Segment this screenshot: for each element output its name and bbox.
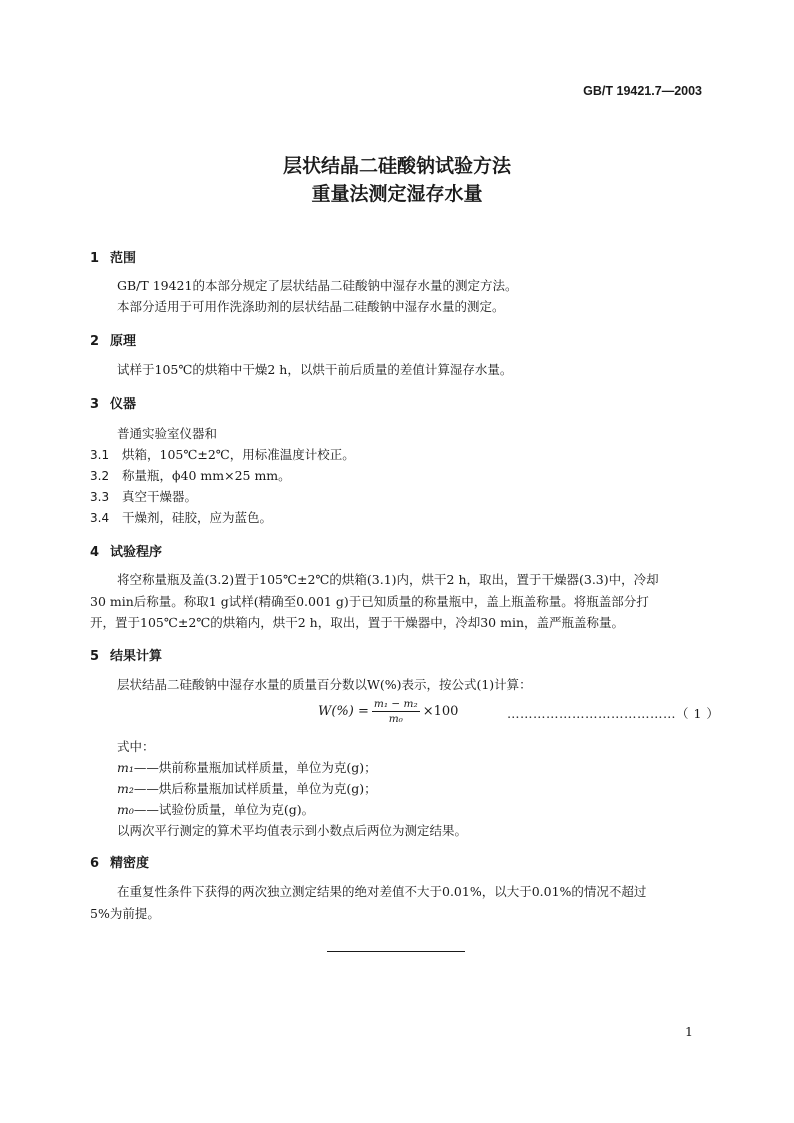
title-line-2: 重量法测定湿存水量 — [311, 183, 483, 205]
where-label: 式中： — [117, 739, 155, 754]
variable-description: ——烘后称量瓶加试样质量，单位为克(g)； — [133, 781, 377, 796]
section-number: 3 — [90, 397, 100, 412]
end-rule — [327, 951, 465, 952]
item-number: 3.4 — [90, 511, 110, 525]
item-number: 3.3 — [90, 490, 110, 504]
formula-lhs: W(%) = — [318, 704, 369, 719]
apparatus-item — [90, 508, 272, 528]
section-3-heading — [90, 393, 136, 412]
formula-fraction — [372, 698, 420, 725]
document-title — [0, 152, 794, 208]
item-text: 真空干燥器。 — [122, 489, 198, 504]
variable-symbol: m₁ — [117, 760, 134, 775]
formula-denominator: m₀ — [388, 713, 403, 725]
section-4-line-3: 开，置于105℃±2℃的烘箱内，烘干2 h，取出，置于干燥器中，冷却30 min，盖严瓶盖称量。 — [90, 615, 625, 630]
section-4-line-2: 30 min后称量。称取1 g试样(精确至0.001 g)于已知质量的称量瓶中，盖上瓶盖称量。将瓶盖部分打 — [90, 594, 649, 609]
section-6-line-1: 在重复性条件下获得的两次独立测定结果的绝对差值不大于0.01%，以大于0.01%的情况不超过 — [117, 884, 647, 899]
formula-tail: ×100 — [422, 704, 459, 719]
section-1-paragraph-1: GB/T 19421的本部分规定了层状结晶二硅酸钠中湿存水量的测定方法。 — [117, 278, 518, 293]
section-title: 结果计算 — [110, 649, 163, 664]
section-number: 2 — [90, 334, 100, 349]
item-number: 3.1 — [90, 448, 110, 462]
section-4-heading — [90, 541, 162, 560]
formula-1 — [318, 698, 458, 725]
section-2-paragraph-1: 试样于105℃的烘箱中干燥2 h，以烘干前后质量的差值计算湿存水量。 — [117, 362, 513, 377]
section-number: 6 — [90, 856, 100, 871]
section-5-conclusion: 以两次平行测定的算术平均值表示到小数点后两位为测定结果。 — [117, 823, 468, 838]
section-title: 精密度 — [110, 856, 150, 871]
apparatus-item — [90, 466, 291, 486]
apparatus-item — [90, 487, 197, 507]
title-line-1: 层状结晶二硅酸钠试验方法 — [282, 155, 511, 177]
section-2-heading — [90, 330, 136, 349]
page-number: 1 — [685, 1024, 693, 1039]
variable-symbol: m₀ — [117, 802, 134, 817]
standard-code: GB/T 19421.7—2003 — [583, 84, 702, 98]
section-number: 1 — [90, 251, 100, 266]
section-1-heading — [90, 247, 136, 266]
item-text: 干燥剂，硅胶，应为蓝色。 — [122, 510, 273, 525]
section-6-line-2: 5%为前提。 — [90, 906, 160, 921]
section-number: 4 — [90, 545, 100, 560]
section-title: 仪器 — [110, 397, 137, 412]
apparatus-item — [90, 445, 355, 465]
section-title: 原理 — [110, 334, 137, 349]
section-1-paragraph-2: 本部分适用于可用作洗涤助剂的层状结晶二硅酸钠中湿存水量的测定。 — [117, 299, 505, 314]
variable-definition — [117, 800, 314, 820]
equation-number: …………………………………（ 1 ） — [507, 706, 720, 721]
section-5-heading — [90, 645, 162, 664]
section-title: 试验程序 — [110, 545, 163, 560]
item-text: 烘箱，105℃±2℃，用标准温度计校正。 — [122, 447, 355, 462]
item-text: 称量瓶，ϕ40 mm×25 mm。 — [122, 468, 291, 483]
section-6-heading — [90, 852, 149, 871]
variable-description: ——烘前称量瓶加试样质量，单位为克(g)； — [133, 760, 377, 775]
variable-symbol: m₂ — [117, 781, 134, 796]
section-number: 5 — [90, 649, 100, 664]
formula-numerator: m₁ − m₂ — [373, 698, 418, 710]
item-number: 3.2 — [90, 469, 110, 483]
variable-description: ——试验份质量，单位为克(g)。 — [133, 802, 315, 817]
section-3-intro: 普通实验室仪器和 — [117, 426, 218, 441]
variable-definition — [117, 779, 377, 799]
section-title: 范围 — [110, 251, 137, 266]
variable-definition — [117, 758, 377, 778]
section-5-intro: 层状结晶二硅酸钠中湿存水量的质量百分数以W(%)表示，按公式(1)计算： — [117, 677, 532, 692]
section-4-line-1: 将空称量瓶及盖(3.2)置于105℃±2℃的烘箱(3.1)内，烘干2 h，取出，置于干燥器(3.3)中，冷却 — [117, 572, 659, 587]
